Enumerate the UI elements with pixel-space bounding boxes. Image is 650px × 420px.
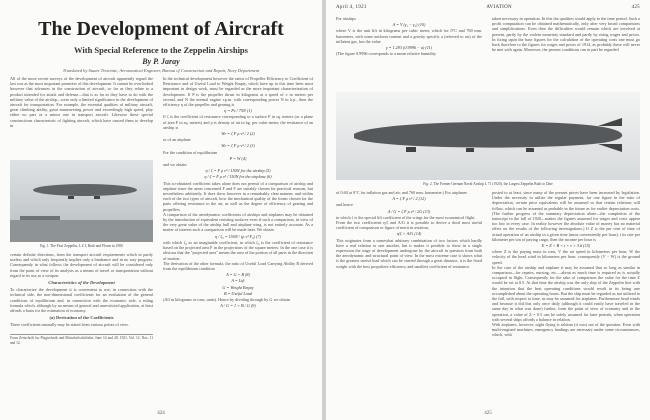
paragraph: For airships [336,16,356,21]
equation: η = Pv / 75N (1) [224,108,252,114]
paragraph: These coefficients naturally may be stated from various points of view. [10,322,129,328]
paragraph: The derivation of the other formula, the ratio of Useful Load Carrying Ability B derived from the equilibrium condition [163,260,313,271]
paragraph: In the technical development however the ratios of Propeller Efficiency to Coefficient of Resistance and of Useful Load to Weight Empty, which have up to this time been most important in design work, must be regarded as the more important characterization of development. If P is the propeller thrust in kilograms at a speed of v in meters per second, and N the normal engine r.p.m. with corresponding power N in h.p., then the efficiency η of the propeller and gearing is [163,76,313,108]
issue-date: April 4, 1921 [336,5,367,10]
equation: η / ζ₀ = 150N / (ρ v³ F₀) (7) [215,233,261,239]
paragraph: and hence [336,202,353,208]
figure-2 [336,92,640,180]
paragraph: (The figure 0.9996 corresponds to a mean relative humidity [336,51,436,57]
equation: A = G + B (8) [226,272,250,278]
paragraph: where V is the unit lift in kilograms per cubic meter, which for 0°C and 760 mm. barometer, with some uniform content and a gravity specific a (referred to air) of the inflation gas, has the value [336,28,482,44]
paragraph: posted to at least, since many of the present prices have been increased by legislation. Under the necessity to utilize the regular payment, for one figure in the ratio of depreciation, certain price equivalents will be assumed so that certain relations will follow, which can be assumed as probable in the future as for earlier depreciation costs. (The further progress of the summary depreciation alone—the completion of the transcript in the fall of 1920—makes the figures assumed for wages and costs appear too low in every case. In reality however the absolute value of money has no material effect on the results of the following investigations.) If Z is the per cent of time of actual operation of an airship in a given time (must conveniently per hour), t its rate per kilometer per ton of paying cargo, then the income per hour is [492,190,640,242]
left-column-1-top [10,76,153,128]
paragraph: and we obtain [163,162,187,168]
paragraph: with which ζ₀ as an imaginable coefficient, in which ζ₀ is the coefficient of resistance based on the projected area F in the projections of the square meters. In the one case it is obvious that the "projected area" means the area of the portion of all parts in the direction of motion. [163,239,313,261]
paragraph: certain definite directions, from the transport aircraft requirements which in partly useless and which only frequently implies only a hindrance and in no way progress. Consequently in what follows the development of aircraft will be considered only from the point of view of its analysis as a means of travel or transportation without regard to its use as a weapon. [10,252,153,278]
equation: B = Useful Load [223,290,253,296]
section-heading: Characteristics of the Development [48,280,115,286]
paragraph: From the two coefficients η/ζ and A/G it is possible to derive a third most useful coefficient of comparison or figure of merit in aviation, [336,220,482,231]
equation: A = V (γ₁ − γ₂) (10) [392,22,426,28]
airship-lz1-illustration [10,160,153,242]
figure-2-caption: Fig. 2. The Former German Naval Airship L 71 (1920), the Largest Zeppelin Built to Date [423,182,553,186]
subsection-heading: (a) Derivation of the Coefficients [49,315,114,321]
airship-hull [33,184,137,196]
equation: P = W (4) [229,155,247,161]
lake-surface [10,220,153,242]
equation: A = ζ F ρ v² / 2 (12) [392,196,426,202]
figure-1 [10,160,153,242]
paragraph: With airplanes, however, night flying is seldom (it was) out of the question. Even with multi-engined machines, emergency landings are necessary under some circumstances, which, with [492,322,640,338]
paragraph: of 0.60 at 0°C for inflation gas and air, and 760 mm. barometer.) For airplanes [336,190,468,195]
paragraph: in which ζ is the special lift coefficient of the wings for the most economical flight. [336,214,476,220]
equation: A = Lift [231,278,245,284]
running-head [336,5,640,10]
paragraph: where Z is the paying mass in tons, V the air speed in kilometers per hour, W the velocity of the head wind in kilometers per hour, consequently (V − W) is the ground speed. [492,249,640,265]
equation: E = Z × B × t × v × 3.6 (15) [541,243,591,249]
equation: η / ζ = F ρ v³ / 150N for the airplane (6) [204,174,272,180]
equation: Wr = ζ F ρ v² / 2 (2) [221,131,255,137]
paragraph: For the condition of equilibrium [163,149,217,155]
footnote: From Zeitschrift fur Flugtechnik und Motorluftschiffahrt, June 14 and 28, 1921, Vol. 12, Nos. 11 and 12. [10,335,153,345]
equation: γ = 1.293 (0.9996 − a) (11) [385,45,433,51]
article-title: The Development of Aircraft [38,18,284,40]
right-column-1-bottom [336,190,482,269]
paragraph: To characterize the development it is convenient to use, in connection with the technical side, the non-dimensional coefficients for an evaluation of the general conditions of equilibrium and, in connection with the economic side, a ruling formula which, although by no means of general and unrestricted application, at least affords a basis for the estimation of economy. [10,287,153,314]
equation: G = Weight Empty [222,284,254,290]
paragraph: or of an airplane [163,137,191,143]
page-number: 425 [484,411,492,416]
right-page [326,0,650,420]
equation: η / ζ = F ρ v³ / 150N for the airship (5) [205,168,271,174]
article-byline: By P. Jaray [142,57,180,66]
right-column-2-bottom [492,190,640,338]
left-page [0,0,322,420]
publication-name: AVIATION [486,5,512,10]
article-subtitle: With Special Reference to the Zeppelin Airships [74,45,248,55]
left-column-2 [163,76,313,309]
translator-note: Translated by Stuart Tresonite, Aeronautical Engineer, Bureau of Construction and Repair, Navy Department [62,68,260,73]
paragraph: A comparison of the aerodynamic coefficients of airships and airplanes may be obtained by the introduction of equivalent resisting surfaces even if such a comparison, in view of the very great value of the airship hull and airplane wing, is not entirely accurate. As a matter of interest such a comparison will be made later. We obtain [163,211,313,233]
paragraph: taken necessary in operation. In this the qualities would apply to the time period. Such a profit computation can be obtained mathematically, only after very broad comparisons and simplifications. Even then the difficulties would remain which are involved at present, partly by the violent monetary standard and partly by rising wages and prices. In fixing upon the base figures for the calculation of the operating costs one must go back therefore to the figures for wages and prices of 1914, as probably these will never be met with again. Moreover, the present conditions can in part be regarded [492,16,640,53]
paragraph: (All in kilograms or tons, units). Hence by dividing through by G we obtain [163,296,290,302]
equation: Wr = ζ F ρ v² / 2 (3) [221,143,255,149]
paragraph: This so-obtained coefficient takes alone does not permit of a comparison of airship and airplane since the areas concerned F and F are suitably chosen for practical reasons, but nevertheless arbitrarily. It does show however in a remarkably clear manner, and within each of the two types of aircraft, how the mechanical quality of the forms chosen for the parts offering resistance to the air, as well as the degree of efficiency of gearing and propellers. [163,180,313,212]
right-column-1-top [336,16,482,56]
equation: A / G = ζ F ρ v² / 2G (13) [387,208,431,214]
paragraph: This originates from a somewhat arbitrary combination of two factors which hardly have a real relation to one another, but it makes it possible to show in a single expression the stage of development undergone by the aircraft in question from both the aerodynamic and structural point of view. In the most extreme case it shows what is the greatest useful load which can be carried through a great distance, it is the fixed weight with the best propulsive efficiency and smallest coefficient of resistance. [336,237,482,269]
figure-1-caption: Fig. 1. The First Zeppelin, L Z I, Built and Flown in 1900 [40,244,123,248]
page-number: 424 [157,411,165,416]
running-page-number: 425 [631,5,640,10]
right-column-2-top [492,16,640,52]
intro-paragraph: All of the more recent surveys of the development of aircraft apparently regard the last war as the most important promoter of this development. It cannot be overlooked however that advances in the construction of aircraft, so far as they relate to a product intended for attack and defense—that is as far as they have to do with the military value of the airship—were only a limited significance in the development of aircraft for transportation. For example, the essential qualities of military aircraft, great climbing ability, great maneuvering power and exceedingly high speed, play either no part or a minor one in transport aircraft. Likewise these special constructions characteristic of fighting aircraft, which have caused them to develop in [10,76,153,128]
airship-l71-illustration [336,92,640,180]
airship-hull [354,122,622,148]
paragraph: If ζ is the coefficient of resistance corresponding to a surface F in sq. meters (or a plane of area F in sq. meters) and ρ is density of air in kg. per cubic meter, the resistance of an airship is [163,114,313,130]
paragraph: In the case of the airship and airplane it may be assumed that so long as similar in comparison—for repairs, nursing, etc.—about as much time is required as is actually occupied in flight. Consequently for the sake of comparison the value for the time Z would be set at 0.5. At that time the airship was the only ship of the Zeppelin line with the intention that the best operating conditions would result in its being one accomplished about the operating hours. But the ship must be regarded as not utilized to the full, with respect to time, as may be assumed for airplanes. Furthermore head winds and because it did this only once daily (although it could easily have traveled in the same day in what was done) further, from the point of view of economy and in the operation, a value of Z = 0.5 can be safely assumed for later periods, when operation with several ships affords a balance in relation. [492,264,640,322]
equation: A / G = 1 + B / G (9) [220,303,256,309]
equation: η/ζ × A/G (14) [396,231,422,237]
left-column-1-bottom [10,252,153,346]
